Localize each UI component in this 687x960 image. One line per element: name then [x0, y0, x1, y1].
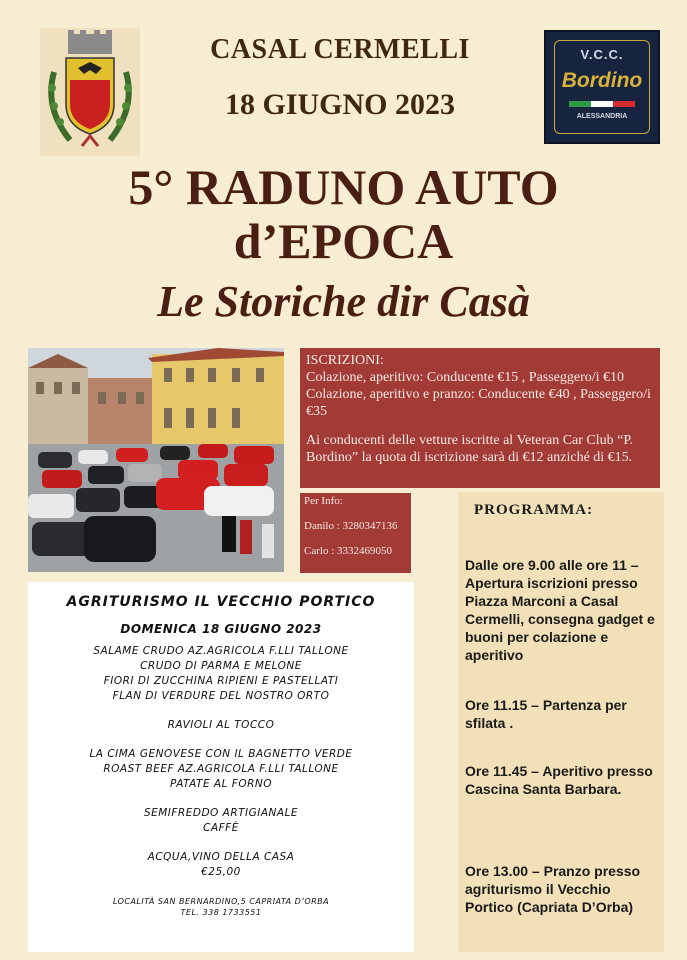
logo-city: ALESSANDRIA [576, 113, 628, 120]
menu-item: FLAN DI VERDURE DEL NOSTRO ORTO [112, 690, 330, 702]
menu-phone: TEL. 338 1733551 [180, 908, 262, 917]
event-title-line2: d’EPOCA [233, 213, 454, 269]
menu-item: SEMIFREDDO ARTIGIANALE [143, 807, 299, 819]
registration-fee-basic: Colazione, aperitivo: Conducente €15 , Passeggero/i €10 [306, 370, 625, 385]
event-title: 5° RADUNO AUTO [128, 159, 559, 215]
menu-item: CAFFÈ [203, 822, 239, 834]
contact-carlo: Carlo : 3332469050 [304, 545, 392, 557]
program-event: Dalle ore 9.00 alle ore 11 – Apertura iscrizioni presso Piazza Marconi a Casal Cermelli, consegna gadget e buoni per colazione e aperitivo [465, 557, 655, 663]
program-panel [458, 492, 664, 952]
registration-fee-lunch: Colazione, aperitivo e pranzo: Conducente €40 , Passeggero/i €35 [306, 387, 651, 419]
club-logo [544, 30, 660, 144]
event-subtitle: Le Storiche dir Casà [157, 277, 530, 326]
menu-antipasti [28, 644, 414, 704]
program-event: Ore 13.00 – Pranzo presso agriturismo il Vecchio Portico (Capriata D’Orba) [465, 863, 641, 915]
registration-panel [300, 348, 660, 488]
italian-flag-icon [569, 101, 635, 107]
logo-vcc: V.C.C. [580, 47, 624, 62]
event-date: 18 GIUGNO 2023 [224, 88, 455, 121]
menu-item: LA CIMA GENOVESE CON IL BAGNETTO VERDE [89, 748, 353, 760]
menu-item: ROAST BEEF AZ.AGRICOLA F.LLI TALLONE [103, 763, 339, 775]
program-heading: PROGRAMMA: [474, 502, 594, 518]
logo-frame [554, 40, 650, 134]
menu-item: SALAME CRUDO AZ.AGRICOLA F.LLI TALLONE [93, 645, 349, 657]
contact-danilo: Danilo : 3280347136 [304, 520, 398, 532]
town-name: CASAL CERMELLI [210, 34, 470, 65]
menu-item: ACQUA,VINO DELLA CASA [147, 851, 295, 863]
contact-heading: Per Info: [304, 495, 343, 507]
municipal-crest-icon [40, 28, 140, 156]
vintage-cars-photo [28, 348, 284, 572]
menu-address: LOCALITÀ SAN BERNARDINO,5 CAPRIATA D’ORBA [112, 897, 330, 906]
lunch-menu [28, 582, 414, 952]
menu-venue: AGRITURISMO IL VECCHIO PORTICO [66, 594, 376, 610]
contact-panel [300, 493, 411, 573]
menu-item: RAVIOLI AL TOCCO [167, 719, 275, 731]
logo-name: Bordino [561, 69, 643, 92]
menu-item: PATATE AL FORNO [169, 778, 273, 790]
menu-price: €25,00 [201, 866, 241, 878]
menu-date: DOMENICA 18 GIUGNO 2023 [120, 622, 322, 636]
program-event: Ore 11.15 – Partenza per sfilata . [465, 697, 627, 731]
program-event: Ore 11.45 – Aperitivo presso Cascina Santa Barbara. [465, 763, 653, 797]
menu-item: FIORI DI ZUCCHINA RIPIENI E PASTELLATI [103, 675, 339, 687]
registration-note: Ai conducenti delle vetture iscritte al Veteran Car Club “P. Bordino” la quota di iscrizione sarà di €12 anziché di €15. [306, 433, 634, 465]
menu-secondi [28, 747, 414, 792]
registration-heading: ISCRIZIONI: [306, 353, 384, 368]
menu-item: CRUDO DI PARMA E MELONE [140, 660, 302, 672]
